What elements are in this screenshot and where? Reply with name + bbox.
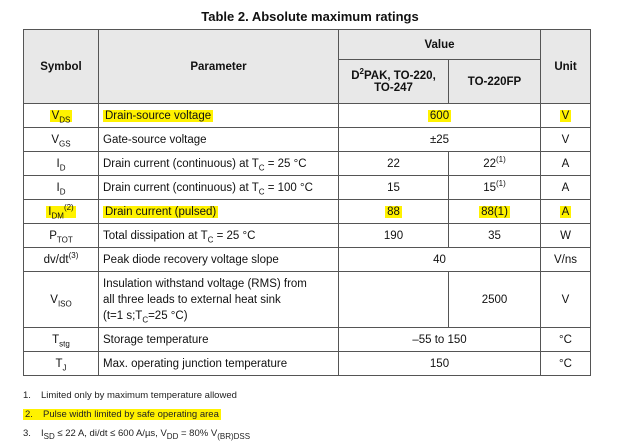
- value-b-id25: 22$^{(1)}$: [449, 152, 541, 176]
- table-row: [24, 104, 591, 128]
- value-vgs: ±25: [339, 128, 541, 152]
- unit-id100: A: [541, 176, 591, 200]
- table-row: [24, 248, 591, 272]
- param-ptot: Total dissipation at $T_C = 25$ °C: [99, 224, 339, 248]
- param-id100: Drain current (continuous) at $T_C = 100$ °C: [99, 176, 339, 200]
- unit-viso: V: [541, 272, 591, 328]
- param-tj: Max. operating junction temperature: [99, 352, 339, 376]
- symbol-viso: $V_{ISO}$: [24, 272, 99, 328]
- symbol-id100: $I_D$: [24, 176, 99, 200]
- footnote-1: 1. Limited only by maximum temperature allowed: [23, 390, 237, 401]
- symbol-tj: $T_J$: [24, 352, 99, 376]
- unit-id25: A: [541, 152, 591, 176]
- value-b-idm: 88(1): [481, 205, 508, 218]
- param-id25: Drain current (continuous) at $T_C = 25$ °C: [99, 152, 339, 176]
- param-dvdt: Peak diode recovery voltage slope: [99, 248, 339, 272]
- value-b-viso: 2500: [449, 272, 541, 328]
- header-symbol: Symbol: [24, 30, 99, 104]
- symbol-id25: $I_D$: [24, 152, 99, 176]
- header-value: Value: [339, 30, 541, 60]
- param-viso: Insulation withstand voltage (RMS) from all three leads to external heat sink (t=1 $s;T_C=25$ °C): [99, 272, 339, 328]
- unit-tj: °C: [541, 352, 591, 376]
- value-a-id25: 22: [339, 152, 449, 176]
- value-a-id100: 15: [339, 176, 449, 200]
- unit-vds: V: [561, 109, 570, 122]
- table-row: [24, 272, 591, 328]
- symbol-ptot: $P_{TOT}$: [24, 224, 99, 248]
- value-tstg: –55 to 150: [339, 328, 541, 352]
- value-a-viso: [339, 272, 449, 328]
- unit-ptot: W: [541, 224, 591, 248]
- symbol-vds: $V_{DS}$: [51, 109, 71, 124]
- value-a-ptot: 190: [339, 224, 449, 248]
- footnote-2: 2. Pulse width limited by safe operating area: [25, 409, 219, 420]
- value-tj: 150: [339, 352, 541, 376]
- header-parameter: Parameter: [99, 30, 339, 104]
- table-row: [24, 200, 591, 224]
- value-b-id100: 15$^{(1)}$: [449, 176, 541, 200]
- header-unit: Unit: [541, 30, 591, 104]
- param-vgs: Gate-source voltage: [99, 128, 339, 152]
- symbol-idm: $I_{DM}^{(2)}$: [48, 202, 74, 220]
- table-row: [24, 224, 591, 248]
- unit-vgs: V: [541, 128, 591, 152]
- value-a-idm: 88: [387, 205, 400, 218]
- absolute-max-ratings-table: [23, 29, 591, 376]
- table-row: [24, 176, 591, 200]
- value-b-ptot: 35: [449, 224, 541, 248]
- table-row: [24, 328, 591, 352]
- param-vds: Drain-source voltage: [105, 109, 212, 122]
- unit-dvdt: V/ns: [541, 248, 591, 272]
- table-title: Table 2. Absolute maximum ratings: [201, 9, 419, 24]
- footnote-3: 3. $I_{SD} \le 22$ A, di/dt ≤ 600 A/µs, $V_{DD} = 80\%$ $V_{(BR)DSS}$: [23, 428, 251, 441]
- unit-idm: A: [561, 205, 570, 218]
- value-vds: 600: [429, 109, 450, 122]
- table-row: [24, 128, 591, 152]
- table-row: [24, 152, 591, 176]
- param-tstg: Storage temperature: [99, 328, 339, 352]
- value-dvdt: 40: [339, 248, 541, 272]
- unit-tstg: °C: [541, 328, 591, 352]
- table-row: [24, 352, 591, 376]
- symbol-tstg: $T_{stg}$: [24, 328, 99, 352]
- symbol-dvdt: $dv/dt^{(3)}$: [24, 248, 99, 272]
- footnotes: [23, 386, 250, 443]
- param-idm: Drain current (pulsed): [105, 205, 217, 218]
- header-package-b: TO-220FP: [449, 60, 541, 104]
- header-package-a: $D^2PAK$, TO-220, TO-247: [339, 60, 449, 104]
- symbol-vgs: $V_{GS}$: [24, 128, 99, 152]
